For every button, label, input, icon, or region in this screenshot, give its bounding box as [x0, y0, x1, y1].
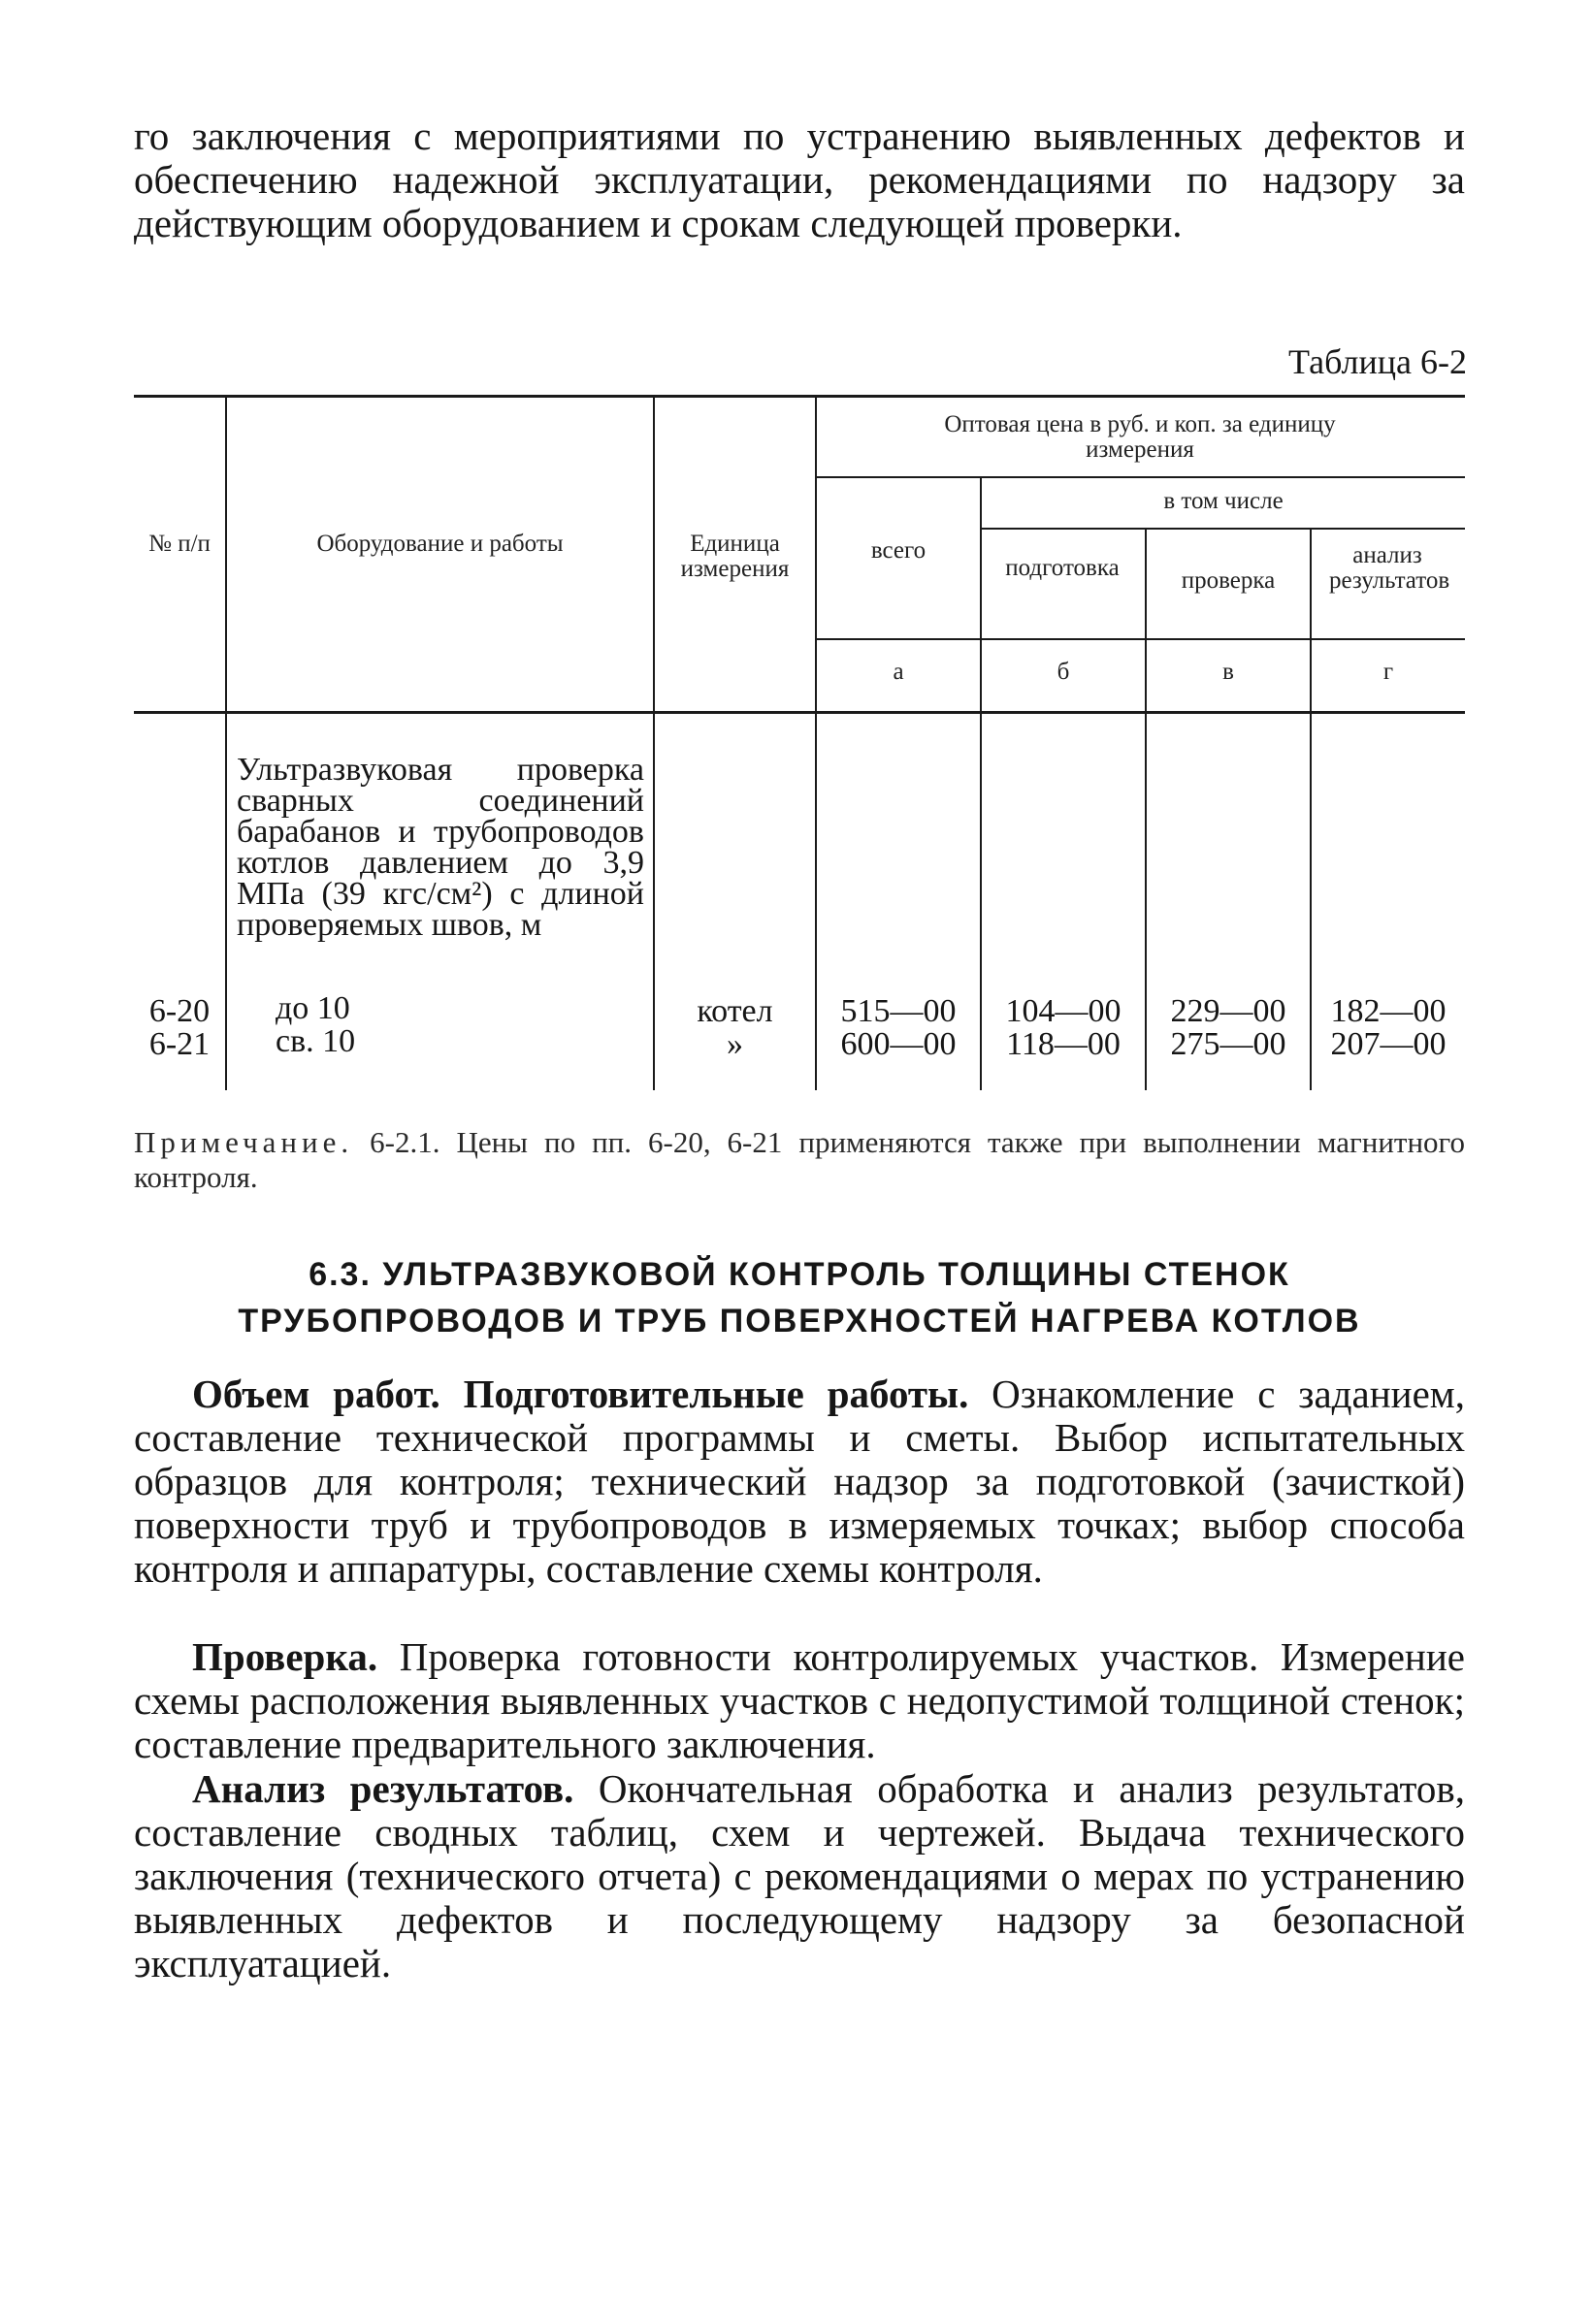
header-total: всего [870, 537, 927, 564]
paragraph-text: Окончательная обработка и анализ результатов, составление сводных таблиц, схем и чертежей. Выдача технического заключения (технического отчета) с рекомендациями о мерах по устранению выявленных дефектов и последующему надзору за безопасной эксплуатацией. [134, 1766, 1465, 1985]
row-preparation: 104—00 [1005, 993, 1122, 1029]
paragraph-text: Проверка готовности контролируемых участков. Измерение схемы расположения выявленных участков с недопустимой толщиной стенок; составление предварительного заключения. [134, 1634, 1465, 1766]
row-analysis: 207—00 [1330, 1026, 1447, 1062]
row-total: 515—00 [840, 993, 957, 1029]
header-check: проверка [1181, 567, 1276, 594]
row-check: 229—00 [1170, 993, 1286, 1029]
paragraph-lead: Проверка. [192, 1634, 378, 1679]
row-total: 600—00 [840, 1026, 957, 1062]
note-label: Примечание. [134, 1125, 354, 1159]
header-analysis: анализ результатов [1329, 542, 1450, 594]
col-divider-1 [225, 397, 227, 1090]
header-equipment: Оборудование и работы [316, 531, 564, 557]
section-heading-line-1: 6.3. УЛЬТРАЗВУКОВОЙ КОНТРОЛЬ ТОЛЩИНЫ СТЕНОК [309, 1256, 1290, 1293]
col-divider-2 [653, 397, 655, 1090]
header-including: в том числе [1163, 488, 1284, 514]
paragraph-lead: Анализ результатов. [192, 1766, 574, 1811]
column-letter-g: г [1382, 659, 1394, 685]
row-label: св. 10 [276, 1023, 356, 1059]
section-heading [134, 1251, 1465, 1344]
column-letter-a: а [893, 659, 904, 685]
paragraph-check [134, 1635, 1465, 1766]
table-note [134, 1125, 1465, 1195]
table-caption: Таблица 6-2 [1288, 342, 1467, 381]
intro-paragraph: го заключения с мероприятиями по устранению выявленных дефектов и обеспечению надежной эксплуатации, рекомендациями по надзору за действующим оборудованием и срокам следующей проверки. [134, 113, 1465, 245]
table-top-rule [134, 395, 1465, 398]
col-divider-3 [815, 397, 817, 1090]
row-preparation: 118—00 [1006, 1026, 1121, 1062]
note-text: 6-2.1. Цены по пп. 6-20, 6-21 применяются также при выполнении магнитного контроля. [134, 1125, 1465, 1194]
paragraph-analysis [134, 1767, 1465, 1985]
row-number: 6-20 [148, 993, 211, 1029]
row-description: Ультразвуковая проверка сварных соединений барабанов и трубопроводов котлов давлением до 3,9 МПа (39 кгс/см²) с длиной проверяемых швов, м [237, 752, 644, 943]
row-unit: котел [697, 993, 773, 1029]
letters-rule [817, 638, 1465, 640]
paragraph-text: Ознакомление с заданием, составление технической программы и сметы. Выбор испытательных образцов для контроля; технический надзор за подготовкой (зачисткой) поверхности труб и трубопроводов в измеряемых точках; выбор способа контроля и аппаратуры, составление схемы контроля. [134, 1372, 1466, 1591]
header-bottom-rule [134, 711, 1465, 714]
row-analysis: 182—00 [1330, 993, 1447, 1029]
paragraph-scope [134, 1372, 1465, 1591]
column-letter-b: б [1057, 659, 1070, 685]
section-heading-line-2: ТРУБОПРОВОДОВ И ТРУБ ПОВЕРХНОСТЕЙ НАГРЕВА КОТЛОВ [238, 1303, 1361, 1340]
header-unit: Единица измерения [680, 531, 790, 582]
price-group-rule [817, 476, 1465, 478]
header-price-group: Оптовая цена в руб. и коп. за единицу измерения [944, 411, 1336, 463]
header-number: № п/п [148, 531, 211, 557]
paragraph-lead: Объем работ. Подготовительные работы. [192, 1372, 969, 1416]
row-unit: » [727, 1026, 743, 1062]
row-number: 6-21 [148, 1026, 211, 1062]
row-label: до 10 [276, 990, 350, 1026]
including-rule [980, 528, 1465, 530]
column-letter-v: в [1222, 659, 1234, 685]
header-preparation: подготовка [1005, 555, 1120, 581]
row-check: 275—00 [1170, 1026, 1286, 1062]
